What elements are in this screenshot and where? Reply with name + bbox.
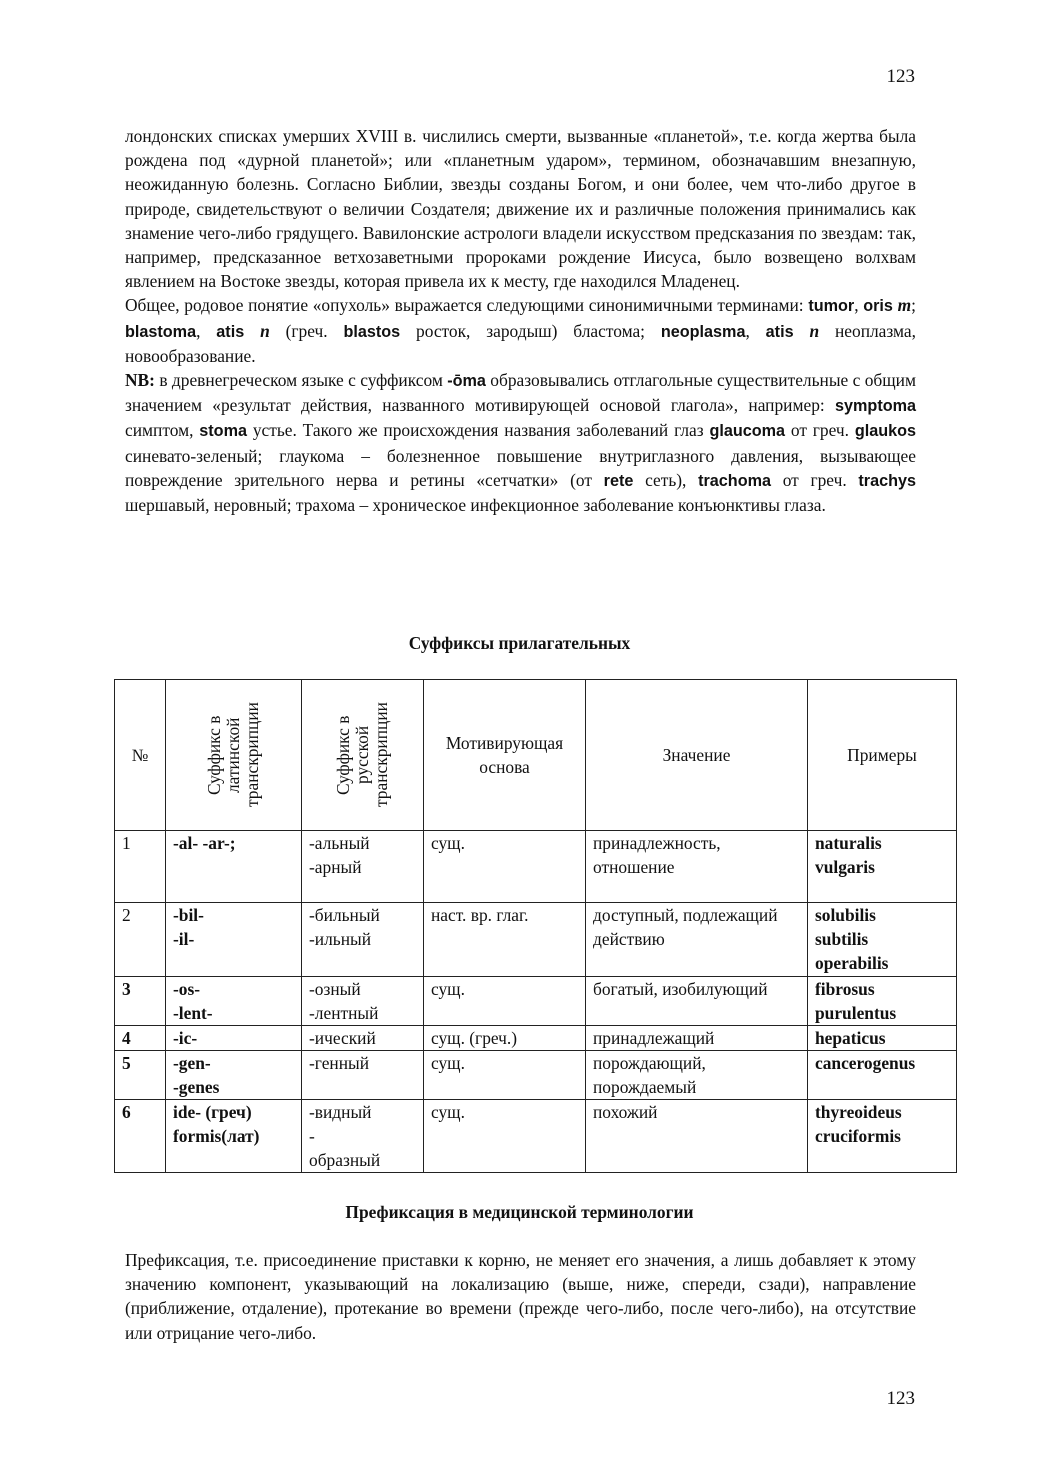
header-examples: Примеры (808, 680, 957, 831)
row-number: 6 (115, 1100, 166, 1173)
row-number: 3 (115, 977, 166, 1026)
suffix-section-title: Суффиксы прилагательных (408, 633, 631, 653)
latin-suffix: ide- (греч) formis(лат) (166, 1100, 302, 1173)
motivating-base: сущ. (424, 831, 586, 903)
latin-suffix: -ic- (166, 1026, 302, 1051)
header-latin: Суффикс в латинской транскрипции (166, 680, 302, 831)
examples: solubilis subtilis operabilis (808, 903, 957, 977)
meaning: принадлежащий (586, 1026, 808, 1051)
row-number: 5 (115, 1051, 166, 1100)
prefix-paragraph: Префиксация, т.е. присоединение приставки к корню, не меняет его значения, а лишь добавляет к этому значению компонент, указывающий на локализацию (выше, ниже, спереди, сзади), направление (приближение, отдаление), протекание во времени (прежде чего-либо, после чего-либо), на отсутствие или отрицание чего-либо. (125, 1250, 916, 1343)
latin-suffix: -bil- -il- (166, 903, 302, 977)
russian-suffix: -озный -лентный (302, 977, 424, 1026)
meaning: похожий (586, 1100, 808, 1173)
table-row (115, 831, 957, 903)
russian-suffix: -альный -арный (302, 831, 424, 903)
russian-suffix: -бильный -ильный (302, 903, 424, 977)
examples: naturalis vulgaris (808, 831, 957, 903)
row-number: 2 (115, 903, 166, 977)
intro-paragraph-1: лондонских списках умерших XVIII в. числились смерти, вызванные «планетой», т.е. когда жертва была рождена под «дурной планетой»; или «планетным ударом», термином, обозначавшим внезапную, неожиданную болезнь. Согласно Библии, звезды созданы Богом, и они более, чем что-либо другое в природе, свидетельствуют о величии Создателя; движение их и различные положения принимались как знамение чего-либо грядущего. Вавилонские астрологи владели искусством предсказания по звездам: так, например, предсказанное ветхозаветными пророками рождение Иисуса, было возвещено волхвам явлением на Востоке звезды, которая привела их к месту, где находился Младенец. (125, 126, 916, 292)
table-row (115, 903, 957, 977)
russian-suffix: -генный (302, 1051, 424, 1100)
header-num: № (115, 680, 166, 831)
examples: fibrosus purulentus (808, 977, 957, 1026)
russian-suffix: -ический (302, 1026, 424, 1051)
nb-paragraph: NB: в древнегреческом языке с суффиксом -ōma образовывались отглагольные существительные с общим значением «результат действия, названного мотивирующей основой глагола», например: symptoma симптом, stoma устье. Такого же происхождения названия заболеваний глаз glaucoma от греч. glaukos синевато-зеленый; глаукома – болезненное повышение внутриглазного давления, вызывающее повреждение зрительного нерва и ретины «сетчатки» (от rete сеть), trachoma от греч. trachys шершавый, неровный; трахома – хроническое инфекционное заболевание конъюнктивы глаза. (125, 370, 916, 516)
meaning: доступный, подлежащий действию (586, 903, 808, 977)
row-number: 4 (115, 1026, 166, 1051)
latin-suffix: -al- -ar-; (166, 831, 302, 903)
examples: thyreoideus cruciformis (808, 1100, 957, 1173)
table-row (115, 1026, 957, 1051)
motivating-base: сущ. (греч.) (424, 1026, 586, 1051)
table-body (115, 831, 957, 1173)
suffix-table (114, 679, 957, 1173)
header-base: Мотивирующая основа (424, 680, 586, 831)
latin-suffix: -gen- -genes (166, 1051, 302, 1100)
intro-paragraph-2: Общее, родовое понятие «опухоль» выражается следующими синонимичными терминами: tumor, oris m; blastoma, atis n (греч. blastos росток, зародыш) бластома; neoplasma, atis n неоплазма, новообразование. (125, 295, 916, 366)
table-header-row (115, 680, 957, 831)
meaning: богатый, изобилующий (586, 977, 808, 1026)
table-row (115, 977, 957, 1026)
latin-suffix: -os- -lent- (166, 977, 302, 1026)
examples: hepaticus (808, 1026, 957, 1051)
row-number: 1 (115, 831, 166, 903)
russian-suffix: -видный - образный (302, 1100, 424, 1173)
motivating-base: сущ. (424, 1051, 586, 1100)
motivating-base: наст. вр. глаг. (424, 903, 586, 977)
header-russian: Суффикс в русской транскрипции (302, 680, 424, 831)
table-row (115, 1100, 957, 1173)
meaning: принадлежность, отношение (586, 831, 808, 903)
meaning: порождающий, порождаемый (586, 1051, 808, 1100)
page-number-top: 123 (886, 66, 915, 87)
header-meaning: Значение (586, 680, 808, 831)
table-row (115, 1051, 957, 1100)
motivating-base: сущ. (424, 977, 586, 1026)
motivating-base: сущ. (424, 1100, 586, 1173)
examples: cancerogenus (808, 1051, 957, 1100)
prefix-section-title: Префиксация в медицинской терминологии (345, 1202, 694, 1222)
intro-text (125, 124, 916, 517)
page-number-bottom: 123 (886, 1388, 915, 1409)
